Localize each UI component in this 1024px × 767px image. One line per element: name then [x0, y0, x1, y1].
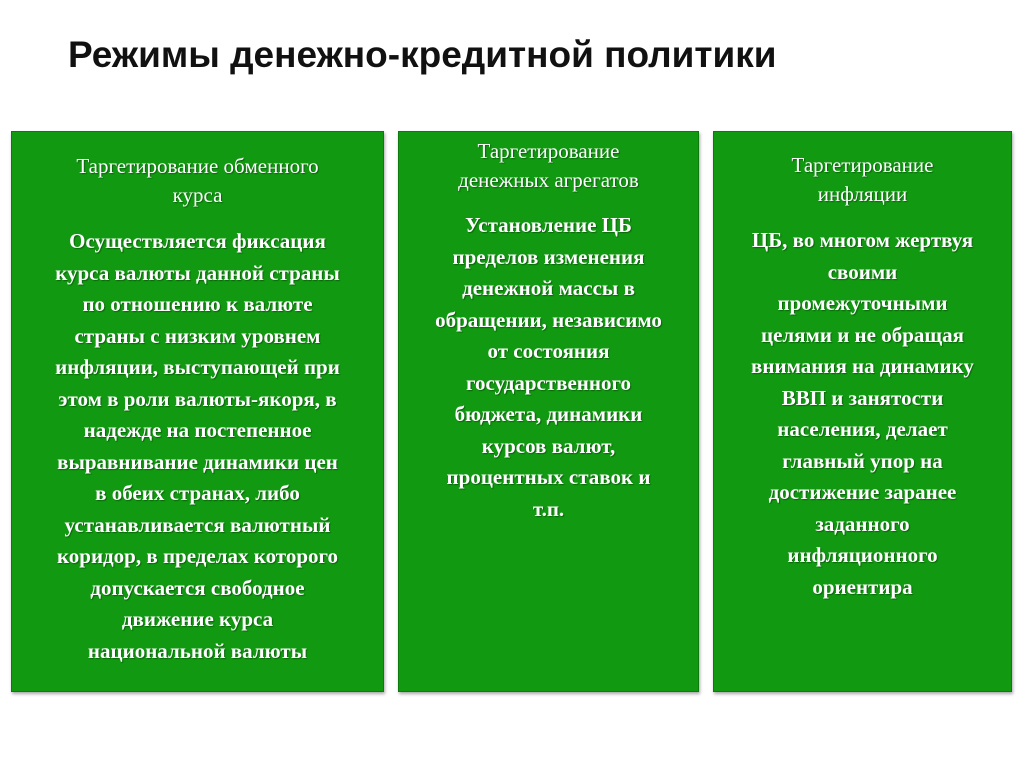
body-line: движение курса [121, 607, 274, 631]
body-line: надежде на постепенное [83, 418, 312, 442]
box-body [407, 210, 690, 525]
body-line: Осуществляется фиксация [69, 229, 326, 253]
body-line: внимания на динамику [751, 354, 974, 378]
body-line: курса валюты данной страны [55, 260, 340, 285]
body-line: инфляционного [787, 543, 938, 567]
body-line: ЦБ, во многом жертвуя [751, 228, 974, 252]
body-line: в обеих странах, либо [95, 481, 300, 505]
box-heading [32, 152, 363, 210]
heading-line: инфляции [817, 182, 908, 206]
body-line: достижение заранее [768, 480, 957, 504]
body-line: по отношению к валюте [82, 292, 313, 316]
heading-line: денежных агрегатов [458, 168, 639, 192]
body-line: ориентира [812, 574, 913, 599]
body-line: ВВП и занятости [781, 385, 944, 410]
box-body [724, 225, 1001, 603]
slide-title: Режимы денежно-кредитной политики [68, 34, 777, 75]
body-line: заданного [815, 511, 910, 536]
body-line: коридор, в пределах которого [56, 544, 339, 568]
body-line: целями и не обращая [760, 322, 964, 347]
inflation-targeting-box [713, 131, 1012, 692]
body-line: допускается свободное [90, 575, 305, 600]
body-line: устанавливается валютный [64, 512, 331, 537]
heading-line: Таргетирование обменного [76, 154, 319, 178]
body-line: курсов валют, [481, 433, 616, 458]
body-line: главный упор на [782, 448, 943, 473]
heading-line: курса [172, 183, 223, 207]
body-line: процентных ставок и [446, 465, 651, 489]
body-line: страны с низким уровнем [74, 323, 321, 348]
body-line: денежной массы в [462, 276, 635, 300]
body-line: бюджета, динамики [454, 402, 643, 426]
body-line: национальной валюты [87, 638, 308, 663]
body-line: государственного [465, 370, 632, 395]
box-body [28, 226, 367, 667]
exchange-rate-targeting-box [11, 131, 384, 692]
body-line: от состояния [487, 339, 610, 363]
box-heading [736, 151, 989, 209]
body-line: пределов изменения [452, 244, 645, 269]
heading-line: Таргетирование [791, 153, 934, 177]
body-line: своими [827, 259, 898, 284]
body-line: населения, делает [777, 417, 948, 441]
body-line: инфляции, выступающей при [55, 355, 340, 379]
monetary-aggregates-targeting-box [398, 131, 699, 692]
body-line: Установление ЦБ [465, 213, 632, 237]
body-line: выравнивание динамики цен [57, 449, 338, 474]
box-heading [413, 137, 684, 195]
body-line: промежуточными [777, 291, 948, 315]
body-line: обращении, независимо [435, 307, 662, 332]
body-line: т.п. [532, 496, 565, 521]
body-line: этом в роли валюты-якоря, в [58, 386, 337, 411]
heading-line: Таргетирование [477, 139, 620, 163]
